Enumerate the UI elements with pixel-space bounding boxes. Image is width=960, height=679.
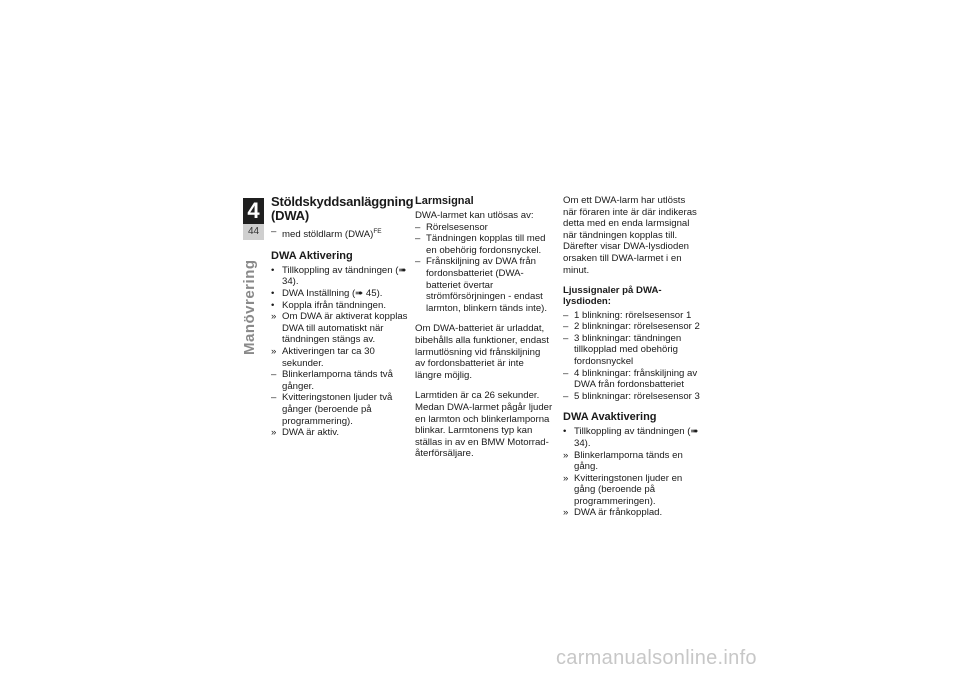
list-item-text: Aktiveringen tar ca 30 sekunder. [282,345,375,369]
list-item [271,346,411,369]
list-item-text: DWA Inställning (➠ 45). [282,287,383,299]
list-marker: – [563,321,569,333]
list-item-text: Tillkoppling av tändningen (➠ 34). [574,426,699,449]
list-marker: » [271,345,277,357]
list-marker: • [271,287,275,299]
list-item-text: Tillkoppling av tändningen (➠ 34). [282,264,407,288]
column-1 [271,194,414,439]
list-item-text: Kvitteringstonen ljuder en gång (beroende på programmeringen). [574,472,683,507]
list-item-text: Kvitteringstonen ljuder två gånger (beroende på programmering). [282,392,393,427]
list-marker: – [271,369,277,381]
list-marker: » [271,311,277,323]
list-item [563,391,701,403]
chapter-number: 4 [247,198,260,223]
list-item-text: 5 blinkningar: rörelsesensor 3 [574,390,700,402]
subtitle-text: med stöldlarm (DWA) [282,229,374,241]
list-item [563,507,701,519]
list-marker: – [563,309,569,321]
fe-superscript: FE [373,228,382,235]
chapter-side-title: Manövrering [241,259,258,355]
list-item-text: Om DWA är aktiverat kopplas DWA till automatiskt när tändningen stängs av. [282,311,408,346]
list-item-text: Koppla ifrån tändningen. [282,299,387,311]
alarm-intro: DWA-larmet kan utlösas av: [415,210,534,221]
deactivation-steps [563,426,701,519]
list-item [563,450,701,473]
page-title: Stöldskyddsanläggning (DWA) [271,194,414,223]
list-item [415,256,553,314]
list-item [271,369,411,392]
list-item-text: Tändningen kopplas till med en obehörig fordonsnyckel. [426,233,546,256]
list-marker: – [415,221,421,233]
section-title-alarm: Larmsignal [415,195,474,207]
list-item-text: DWA är aktiv. [282,427,340,439]
list-item-text: DWA är frånkopplad. [574,507,663,519]
chapter-tab [243,198,264,240]
activation-steps [271,265,411,439]
alarm-paragraph-1: Om DWA-batteriet är urladdat, bibehålls alla funktioner, endast larmutlösning vid frånskiljning av fordonsbatteriet är inte längre möjlig. [415,323,549,381]
section-title-deactivation: DWA Avaktivering [563,411,657,424]
list-marker: • [563,426,567,438]
section-title-activation: DWA Aktivering [271,249,353,262]
list-item [271,265,411,288]
list-marker: – [415,233,421,245]
list-item [563,310,701,322]
list-marker: » [563,472,569,484]
list-marker: – [271,392,277,404]
list-marker: – [563,390,569,402]
alarm-paragraph-2: Larmtiden är ca 26 sekunder. Medan DWA-larmet pågår ljuder en larmton och blinkerlamporna blinkar. Larmtonens typ kan ställas in av en BMW Motorrad-återförsäljare. [415,390,553,460]
list-marker: – [415,256,421,268]
list-item-text: Frånskiljning av DWA från fordonsbatteriet (DWA-batteriet övertar strömförsörjningen - endast larmton, blinkern tänds inte). [426,256,548,314]
list-item [563,426,701,449]
list-item [271,427,411,439]
alarm-history-paragraph: Om ett DWA-larm har utlösts när föraren inte är där indikeras detta med en enda larmsignal när tändningen kopplas till. Därefter visar DWA-lysdioden orsaken till DWA-larmet i en minut. [563,195,697,276]
list-item-text: 4 blinkningar: frånskiljning av DWA från fordonsbatteriet [574,367,698,391]
list-item [563,473,701,508]
list-item [415,222,553,234]
list-item [563,333,701,368]
list-marker: » [563,507,569,519]
list-marker: • [271,264,275,276]
list-marker: • [271,299,275,311]
list-marker: » [563,449,569,461]
list-item [271,300,411,312]
watermark: carmanualsonline.info [556,647,757,669]
list-item [271,392,411,427]
subtitle-list [271,226,411,241]
list-item-text: 2 blinkningar: rörelsesensor 2 [574,321,700,333]
list-item-text: Rörelsesensor [426,221,488,233]
alarm-triggers [415,222,553,315]
dash-marker: – [271,226,277,237]
column-2 [415,195,553,469]
list-item-text: Blinkerlamporna tänds två gånger. [282,369,393,392]
list-item-text: 1 blinkning: rörelsesensor 1 [574,309,692,321]
list-item [563,368,701,391]
list-item [415,233,553,256]
list-item [271,311,411,346]
list-item-text: 3 blinkningar: tändningen tillkopplad med obehörig fordonsnyckel [574,332,682,367]
column-3 [563,195,701,519]
list-item [563,321,701,333]
list-marker: – [563,367,569,379]
light-signals-title: Ljussignaler på DWA-lysdioden: [563,285,662,308]
list-marker: – [563,332,569,344]
subtitle-item [271,226,411,241]
light-signals-list [563,310,701,403]
page-number: 44 [243,224,264,240]
list-item-text: Blinkerlamporna tänds en gång. [574,449,683,473]
list-marker: » [271,427,277,439]
list-item [271,288,411,300]
